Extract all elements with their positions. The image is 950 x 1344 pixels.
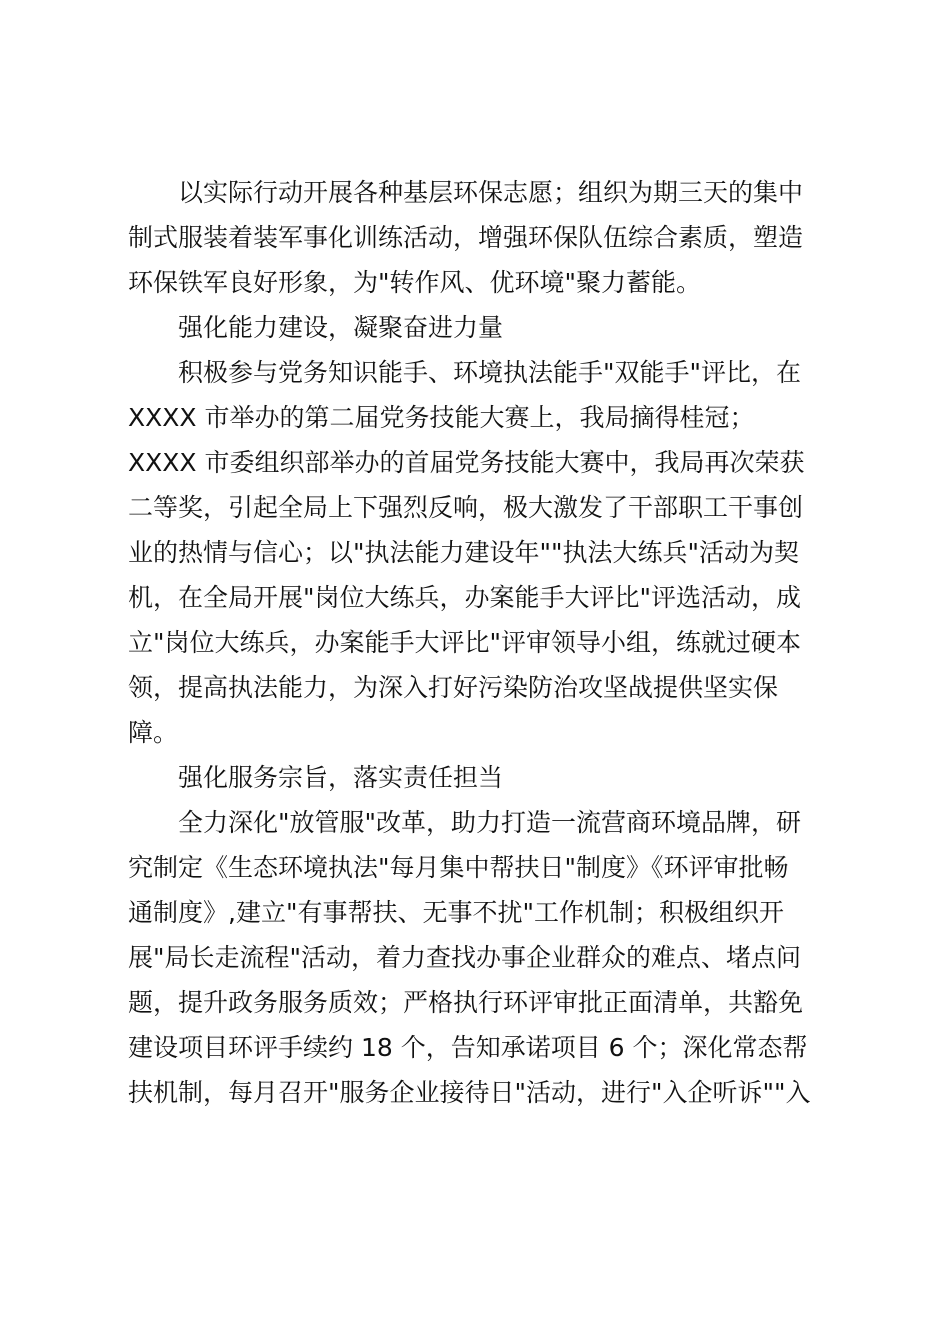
section-heading: 强化能力建设，凝聚奋进力量 [178, 313, 504, 342]
text-line: 业的热情与信心；以"执法能力建设年""执法大练兵"活动为契 [128, 538, 799, 567]
text-line: 题，提升政务服务质效；严格执行环评审批正面清单，共豁免 [128, 988, 804, 1017]
body-paragraph [128, 800, 822, 1115]
text-line: 究制定《生态环境执法"每月集中帮扶日"制度》《环评审批畅 [128, 853, 789, 882]
text-line: 通制度》,建立"有事帮扶、无事不扰"工作机制；积极组织开 [128, 898, 784, 927]
text-line: 展"局长走流程"活动，着力查找办事企业群众的难点、堵点问 [128, 943, 802, 972]
section-heading: 强化服务宗旨，落实责任担当 [178, 763, 504, 792]
body-paragraph [128, 170, 822, 305]
body-paragraph [128, 350, 822, 755]
text-line: 建设项目环评手续约 18 个，告知承诺项目 6 个；深化常态帮 [128, 1033, 808, 1062]
text-line: 制式服装着装军事化训练活动，增强环保队伍综合素质，塑造 [128, 223, 804, 252]
text-line: 扶机制，每月召开"服务企业接待日"活动，进行"入企听诉""入 [128, 1078, 811, 1107]
document-body [128, 170, 822, 1115]
text-line: 积极参与党务知识能手、环境执法能手"双能手"评比，在 [178, 358, 802, 387]
text-line: 领，提高执法能力，为深入打好污染防治攻坚战提供坚实保 [128, 673, 779, 702]
text-line: XXXX 市举办的第二届党务技能大赛上，我局摘得桂冠； [128, 403, 755, 432]
text-line: 二等奖，引起全局上下强烈反响，极大激发了干部职工干事创 [128, 493, 804, 522]
text-line: 全力深化"放管服"改革，助力打造一流营商环境品牌，研 [178, 808, 802, 837]
text-line: 障。 [128, 718, 179, 747]
text-line: 环保铁军良好形象，为"转作风、优环境"聚力蓄能。 [128, 268, 702, 297]
text-line: 立"岗位大练兵，办案能手大评比"评审领导小组，练就过硬本 [128, 628, 802, 657]
text-line: 机，在全局开展"岗位大练兵，办案能手大评比"评选活动，成 [128, 583, 802, 612]
text-line: 以实际行动开展各种基层环保志愿；组织为期三天的集中 [178, 178, 804, 207]
text-line: XXXX 市委组织部举办的首届党务技能大赛中，我局再次荣获 [128, 448, 805, 477]
